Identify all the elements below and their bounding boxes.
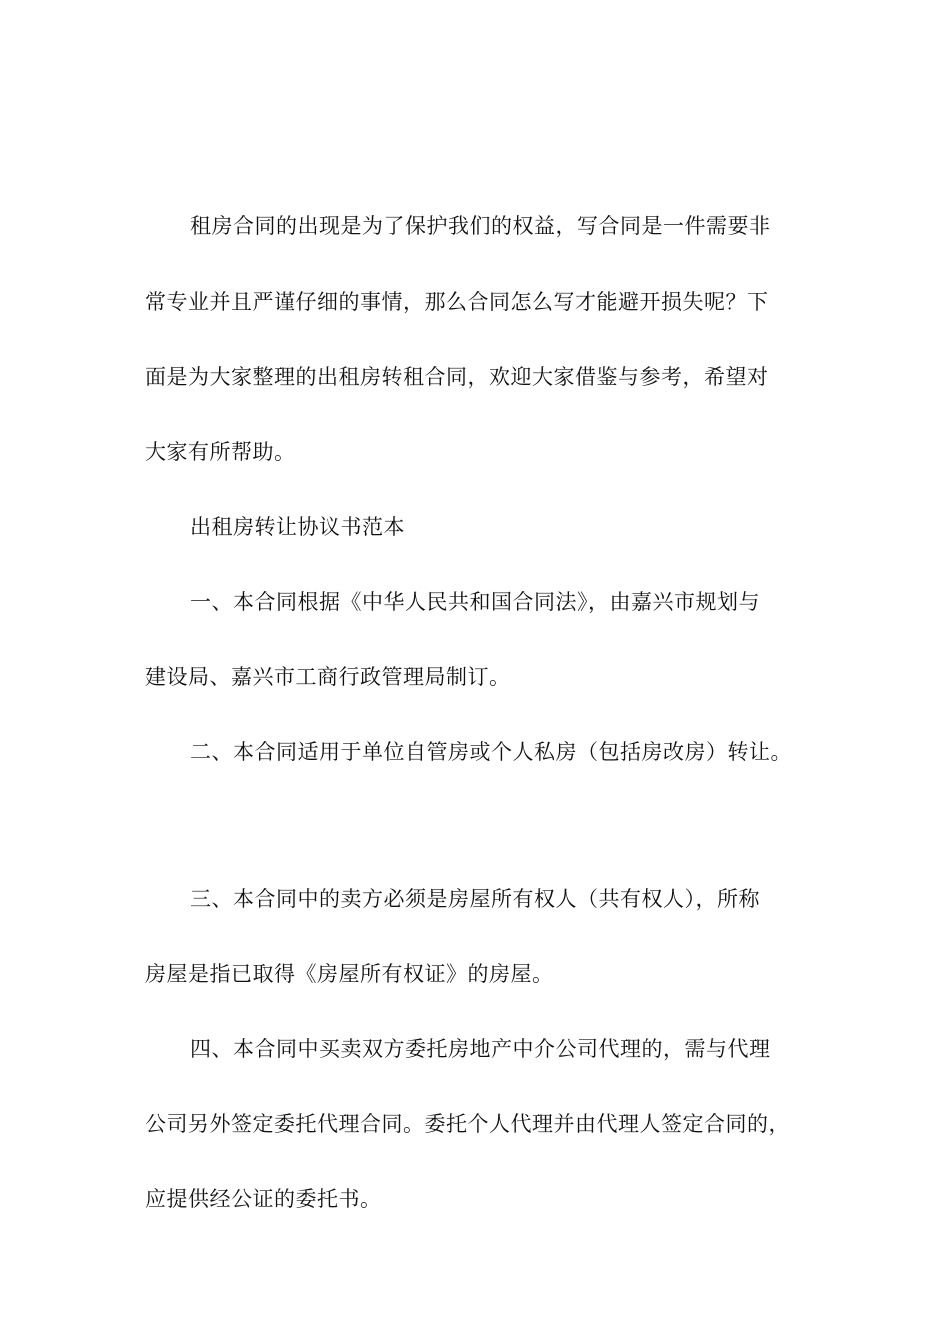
intro-line-4: 大家有所帮助。 [145,440,296,464]
intro-line-2: 常专业并且严谨仔细的事情，那么合同怎么写才能避开损失呢？下 [145,290,769,314]
intro-line-3: 面是为大家整理的出租房转租合同，欢迎大家借鉴与参考，希望对 [145,365,769,389]
clause-1-line-2: 建设局、嘉兴市工商行政管理局制订。 [145,665,511,689]
clause-2-line-1: 二、本合同适用于单位自管房或个人私房（包括房改房）转让。 [190,740,792,764]
clause-3-line-2: 房屋是指已取得《房屋所有权证》的房屋。 [145,962,554,986]
intro-line-1: 租房合同的出现是为了保护我们的权益，写合同是一件需要非 [190,214,771,238]
clause-4-line-2: 公司另外签定委托代理合同。委托个人代理并由代理人签定合同的， [145,1112,790,1136]
clause-3-line-1: 三、本合同中的卖方必须是房屋所有权人（共有权人），所称 [190,887,760,911]
document-title: 出租房转让协议书范本 [190,515,405,539]
clause-1-line-1: 一、本合同根据《中华人民共和国合同法》，由嘉兴市规划与 [190,590,760,614]
clause-4-line-1: 四、本合同中买卖双方委托房地产中介公司代理的，需与代理 [190,1037,771,1061]
clause-4-line-3: 应提供经公证的委托书。 [145,1187,382,1211]
